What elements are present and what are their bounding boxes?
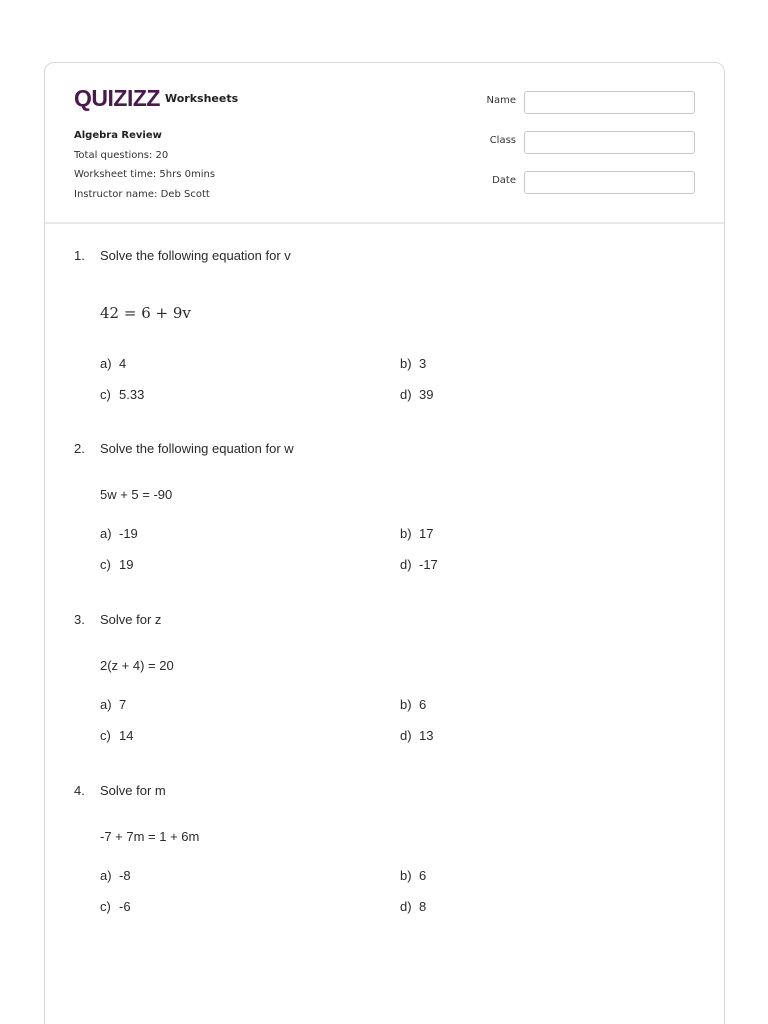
name-label: Name <box>486 95 516 106</box>
date-field-row <box>475 171 696 194</box>
question-text: Solve the following equation for v <box>100 248 291 263</box>
question-text: Solve for m <box>100 783 166 798</box>
question-equation: 5w + 5 = -90 <box>100 487 173 502</box>
name-field-row <box>475 91 696 114</box>
class-field-row <box>475 131 696 154</box>
option-d[interactable]: d) -17 <box>400 557 438 572</box>
option-c[interactable]: c) 14 <box>100 728 134 743</box>
option-b[interactable]: b) 3 <box>400 356 427 371</box>
question-equation: 42 = 6 + 9v <box>100 304 191 322</box>
total-questions: Total questions: 20 <box>74 149 169 161</box>
option-c[interactable]: c) -6 <box>100 899 131 914</box>
worksheet-time: Worksheet time: 5hrs 0mins <box>74 169 216 180</box>
question-3 <box>74 612 694 783</box>
question-equation: 2(z + 4) = 20 <box>100 658 174 673</box>
question-text: Solve for z <box>100 612 162 627</box>
worksheet-title: Algebra Review <box>74 130 162 141</box>
option-a[interactable]: a) -8 <box>100 868 131 883</box>
instructor-name: Instructor name: Deb Scott <box>74 188 210 200</box>
question-prompt <box>74 441 294 456</box>
option-a[interactable]: a) 4 <box>100 356 127 371</box>
worksheet-meta <box>74 126 215 204</box>
option-b[interactable]: b) 17 <box>400 526 434 541</box>
svg-text:QUIZIZZ: QUIZIZZ <box>74 85 160 111</box>
question-1 <box>74 248 694 419</box>
date-label: Date <box>492 175 516 186</box>
option-d[interactable]: d) 39 <box>400 387 434 402</box>
option-b[interactable]: b) 6 <box>400 868 427 883</box>
question-number: 3. <box>74 612 85 627</box>
class-input[interactable] <box>524 131 695 154</box>
question-list <box>74 248 694 954</box>
question-number: 1. <box>74 248 85 263</box>
question-prompt <box>74 248 291 263</box>
question-number: 2. <box>74 441 85 456</box>
worksheet-header <box>45 63 724 224</box>
question-4 <box>74 783 694 954</box>
brand <box>74 85 238 111</box>
question-prompt <box>74 612 161 627</box>
option-a[interactable]: a) 7 <box>100 697 127 712</box>
option-d[interactable]: d) 8 <box>400 899 427 914</box>
brand-subtitle: Worksheets <box>165 92 239 105</box>
option-d[interactable]: d) 13 <box>400 728 434 743</box>
question-2 <box>74 441 694 612</box>
option-b[interactable]: b) 6 <box>400 697 427 712</box>
option-c[interactable]: c) 19 <box>100 557 134 572</box>
question-equation: -7 + 7m = 1 + 6m <box>100 829 200 844</box>
question-prompt <box>74 783 166 798</box>
name-input[interactable] <box>524 91 695 114</box>
question-number: 4. <box>74 783 85 798</box>
student-fields <box>475 91 696 211</box>
quizizz-logo <box>74 85 160 111</box>
question-text: Solve the following equation for w <box>100 441 294 456</box>
class-label: Class <box>489 135 516 146</box>
date-input[interactable] <box>524 171 695 194</box>
option-a[interactable]: a) -19 <box>100 526 138 541</box>
option-c[interactable]: c) 5.33 <box>100 387 145 402</box>
worksheet-page <box>44 62 725 1024</box>
